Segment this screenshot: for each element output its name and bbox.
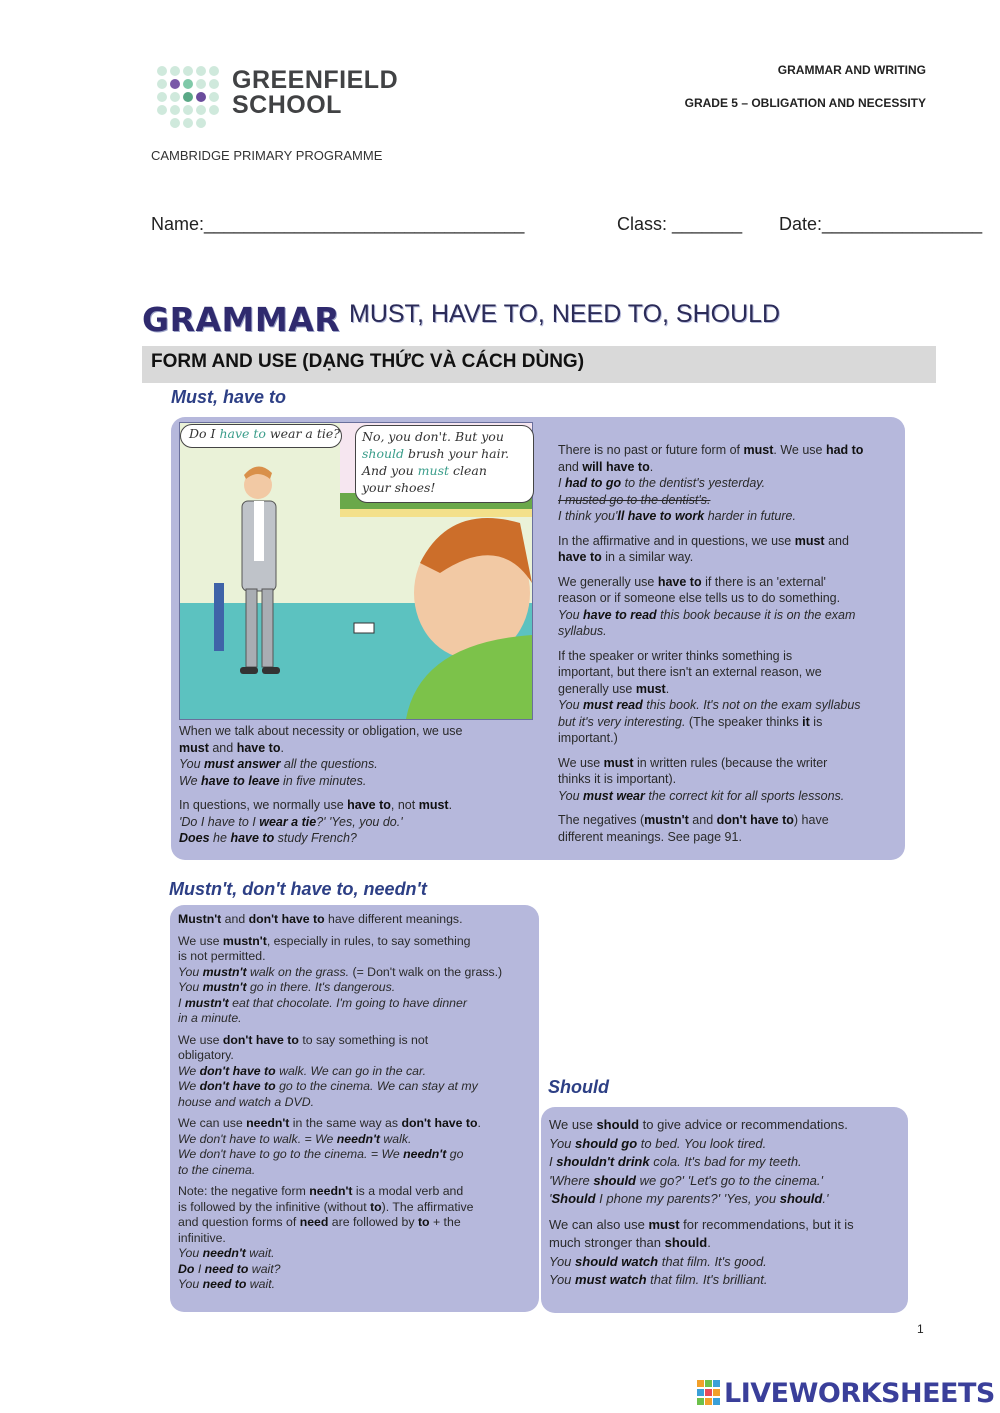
class-field[interactable]: Class: _______ (617, 214, 743, 234)
section-should-heading: Should (548, 1077, 609, 1097)
school-name: GREENFIELD SCHOOL (232, 66, 399, 119)
grade-topic-label: GRADE 5 – OBLIGATION AND NECESSITY (684, 96, 926, 110)
section-mustnt-heading: Mustn't, don't have to, needn't (169, 879, 427, 899)
section-must-have-to-heading: Must, have to (171, 387, 287, 407)
page-number: 1 (917, 1322, 924, 1336)
name-field[interactable]: Name:________________________________ (151, 214, 525, 234)
school-logo-dots (156, 65, 220, 129)
liveworksheets-brand[interactable]: LIVEWORKSHEETS (724, 1378, 995, 1409)
grammar-title: GRAMMAR (142, 300, 341, 339)
must-have-to-left-text: When we talk about necessity or obligation, we use must and have to. You must answer all the questions. We have to leave in five minutes. In questions, we normally use have to, not must. 'Do I have to I wear a tie?' 'Yes, you do.' Does he have to study French? (179, 724, 463, 845)
liveworksheets-logo-icon (697, 1380, 721, 1406)
topic-title: MUST, HAVE TO, NEED TO, SHOULD (349, 300, 781, 328)
programme-label: CAMBRIDGE PRIMARY PROGRAMME (151, 148, 383, 163)
should-text: We use should to give advice or recommendations. You should go to bed. You look tired. I shouldn't drink cola. It's bad for my teeth. 'Where should we go?' 'Let's go to the cinema.' 'Should I phone my parents?' 'Yes, you should.' We can also use must for recommendations, but it is much stronger than should. You should watch that film. It's good. You must watch that film. It's brilliant. (549, 1117, 854, 1287)
form-and-use-label: FORM AND USE (DẠNG THỨC VÀ CÁCH DÙNG) (151, 351, 585, 372)
speech-bubble-question: Do I have to wear a tie? (180, 424, 342, 448)
date-field[interactable]: Date:________________ (779, 214, 983, 234)
must-have-to-right-text: There is no past or future form of must. We use had to and will have to. I had to go to the dentist's yesterday. I musted go to the dentist's. I think you'll have to work harder in future. In the affirmative and in questions, we use must and have to in a similar way. We generally use have to if there is an 'external' reason or if someone else tells us to do something. You have to read this book because it is on the exam syllabus. If the speaker or writer thinks something is important, but there isn't an external reason, we generally use must. You must read this book. It's not on the exam syllabus but it's very interesting. (The speaker thinks it is important.) We use must in written rules (because the writer thinks it is important). You must wear the correct kit for all sports lessons. The negatives (mustn't and don't have to) have different meanings. See page 91. (558, 443, 864, 844)
mustnt-text: Mustn't and don't have to have different meanings. We use mustn't, especially in rules, to say something is not permitted. You mustn't walk on the grass. (= Don't walk on the grass.) You mustn't go in there. It's dangerous. I mustn't eat that chocolate. I'm going to have dinner in a minute. We use don't have to to say something is not obligatory. We don't have to walk. We can go in the car. We don't have to go to the cinema. We can stay at my house and watch a DVD. We can use needn't in the same way as don't have to. We don't have to walk. = We needn't walk. We don't have to go to the cinema. = We needn't go to the cinema. Note: the negative form needn't is a modal verb and is followed by the infinitive (without to). The affirmative and question forms of need are followed by to + the infinitive. You needn't wait. Do I need to wait? You need to wait. (178, 912, 503, 1291)
speech-bubble-answer: No, you don't. But you should brush your hair. And you must clean your shoes! (355, 425, 534, 503)
form-and-use-bar (142, 346, 936, 383)
subject-label: GRAMMAR AND WRITING (777, 63, 926, 77)
